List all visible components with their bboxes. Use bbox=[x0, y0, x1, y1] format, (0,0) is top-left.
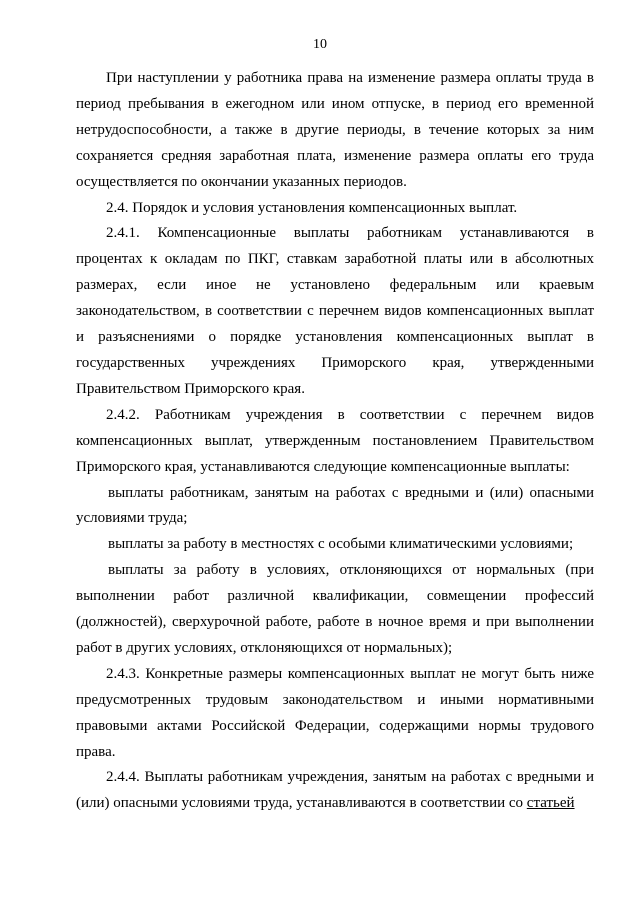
paragraph-2-4-3: 2.4.3. Конкретные размеры компенсационных выплат не могут быть ниже предусмотренных трудовым законодательством и иными нормативными правовыми актами Российской Федерации, содержащими нормы трудового права. bbox=[76, 665, 594, 760]
paragraph-2-4-1: 2.4.1. Компенсационные выплаты работникам устанавливаются в процентах к окладам по ПКГ, ставкам заработной платы или в абсолютных размерах, если иное не установлено федеральным или краевым законодательством, в соответствии с перечнем видов компенсационных выплат и разъяснениями о порядке установления компенсационных выплат в государственных учреждениях Приморского края, утвержденными Правительством Приморского края. bbox=[76, 225, 594, 397]
paragraph-2-4-4-text: 2.4.4. Выплаты работникам учреждения, занятым на работах с вредными и (или) опасными условиями труда, устанавливаются в соответствии со bbox=[76, 769, 594, 812]
list-item-abnormal-conditions: выплаты за работу в условиях, отклоняющихся от нормальных (при выполнении работ различной квалификации, совмещении профессий (должностей), сверхурочной работе, работе в ночное время и при выполнении работ в других условиях, отклоняющихся от нормальных); bbox=[76, 562, 594, 656]
section-heading-2-4: 2.4. Порядок и условия установления компенсационных выплат. bbox=[106, 199, 518, 216]
article-link[interactable]: статьей bbox=[526, 795, 575, 812]
page-number: 10 bbox=[313, 37, 327, 52]
list-item-climatic-conditions: выплаты за работу в местностях с особыми климатическими условиями; bbox=[108, 536, 574, 553]
list-item-harmful-conditions: выплаты работникам, занятым на работах с вредными и (или) опасными условиями труда; bbox=[76, 484, 594, 527]
paragraph-salary-change: При наступлении у работника права на изменение размера оплаты труда в период пребывания в ежегодном или ином отпуске, в период его временной нетрудоспособности, а также в другие периоды, в течение которых за ним сохраняется средняя заработная плата, изменение размера оплаты его труда осуществляется по окончании указанных периодов. bbox=[76, 70, 594, 190]
document-body bbox=[76, 66, 594, 817]
paragraph-2-4-2: 2.4.2. Работникам учреждения в соответствии с перечнем видов компенсационных выплат, утвержденным постановлением Правительством Приморского края, устанавливаются следующие компенсационные выплаты: bbox=[76, 406, 594, 475]
paragraph-2-4-4 bbox=[76, 765, 594, 817]
